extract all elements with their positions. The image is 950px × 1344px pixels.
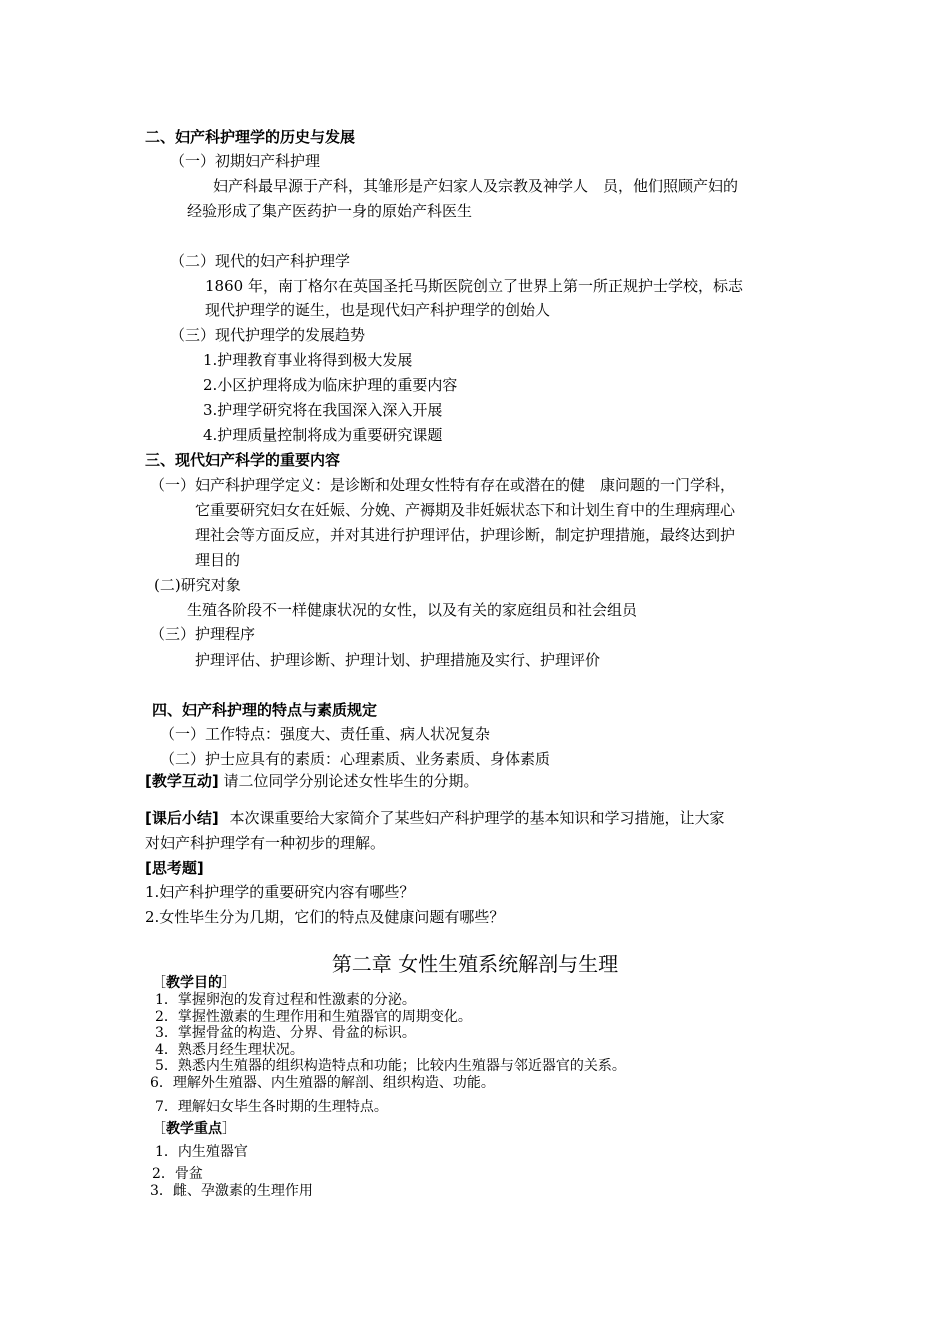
aim-item: 1．掌握卵泡的发育过程和性激素的分泌。 [155, 992, 416, 1008]
aim-item: 2．掌握性激素的生理作用和生殖器官的周期变化。 [155, 1009, 472, 1025]
bracket-open: ［ [152, 975, 166, 991]
aim-item: 5．熟悉内生殖器的组织构造特点和功能；比较内生殖器与邻近器官的关系。 [155, 1058, 626, 1074]
list-item: （一）工作特点：强度大、责任重、病人状况复杂 [160, 725, 491, 743]
aims-label [152, 975, 236, 992]
bracket-close: ］ [222, 1121, 236, 1137]
key-item: 1．内生殖器官 [155, 1144, 248, 1160]
section-heading-content: 三、现代妇产科学的重要内容 [145, 451, 341, 469]
keys-label [152, 1121, 236, 1138]
paragraph-line: 1860 年，南丁格尔在英国圣托马斯医院创立了世界上第一所正规护士学校，标志 [205, 277, 743, 295]
paragraph-line: 理目的 [195, 551, 241, 569]
interaction-label: [教学互动] [145, 772, 219, 790]
subheading-process: （三）护理程序 [150, 625, 256, 643]
summary-label: [课后小结] [145, 809, 219, 827]
section-heading-features: 四、妇产科护理的特点与素质规定 [152, 701, 378, 719]
summary-text: 本次课重要给大家简介了某些妇产科护理学的基本知识和学习措施，让大家 [229, 809, 725, 827]
key-item: 2．骨盆 [152, 1166, 203, 1182]
aim-item: 6．理解外生殖器、内生殖器的解剖、组织构造、功能。 [150, 1075, 495, 1091]
question-item: 2.女性毕生分为几期，它们的特点及健康问题有哪些？ [145, 908, 505, 926]
paragraph-line: 理社会等方面反应，并对其进行护理评估，护理诊断，制定护理措施，最终达到护 [195, 526, 736, 544]
paragraph-line: 妇产科最早源于产科，其雏形是产妇家人及宗教及神学人 员，他们照顾产妇的 [213, 177, 739, 195]
paragraph-line: （一）妇产科护理学定义：是诊断和处理女性特有存在或潜在的健 康问题的一门学科， [150, 476, 736, 494]
list-item: （二）护士应具有的素质：心理素质、业务素质、身体素质 [160, 750, 551, 768]
questions-label: [思考题] [145, 859, 204, 877]
question-item: 1.妇产科护理学的重要研究内容有哪些？ [145, 883, 415, 901]
paragraph-line: 现代护理学的诞生，也是现代妇产科护理学的创始人 [205, 301, 551, 319]
key-item: 3．雌、孕激素的生理作用 [150, 1183, 313, 1199]
paragraph-line: 它重要研究妇女在妊娠、分娩、产褥期及非妊娠状态下和计划生育中的生理病理心 [195, 501, 736, 519]
list-item: 3.护理学研究将在我国深入深入开展 [203, 401, 443, 419]
subheading-early: （一）初期妇产科护理 [170, 152, 321, 170]
interaction-text: 请二位同学分别论述女性毕生的分期。 [223, 772, 479, 790]
aim-item: 3．掌握骨盆的构造、分界、骨盆的标识。 [155, 1025, 416, 1041]
section-heading-history: 二、妇产科护理学的历史与发展 [145, 128, 356, 146]
subheading-trends: （三）现代护理学的发展趋势 [170, 326, 366, 344]
interaction-line [145, 771, 479, 791]
aims-label-text: 教学目的 [166, 975, 222, 991]
subheading-modern: （二）现代的妇产科护理学 [170, 252, 351, 270]
summary-line [145, 808, 725, 828]
list-item: 2.小区护理将成为临床护理的重要内容 [203, 376, 458, 394]
bracket-open: ［ [152, 1121, 166, 1137]
paragraph-line: 对妇产科护理学有一种初步的理解。 [145, 834, 386, 852]
paragraph-line: 生殖各阶段不一样健康状况的女性，以及有关的家庭组员和社会组员 [187, 601, 638, 619]
subheading-object: (二)研究对象 [154, 576, 241, 594]
list-item: 1.护理教育事业将得到极大发展 [203, 351, 413, 369]
aim-item: 7．理解妇女毕生各时期的生理特点。 [155, 1099, 388, 1115]
paragraph-line: 经验形成了集产医药护一身的原始产科医生 [187, 202, 473, 220]
paragraph-line: 护理评估、护理诊断、护理计划、护理措施及实行、护理评价 [195, 651, 601, 669]
keys-label-text: 教学重点 [166, 1121, 222, 1137]
chapter-title: 第二章 女性生殖系统解剖与生理 [331, 952, 619, 976]
list-item: 4.护理质量控制将成为重要研究课题 [203, 426, 443, 444]
aim-item: 4．熟悉月经生理状况。 [155, 1042, 304, 1058]
bracket-close: ］ [222, 975, 236, 991]
